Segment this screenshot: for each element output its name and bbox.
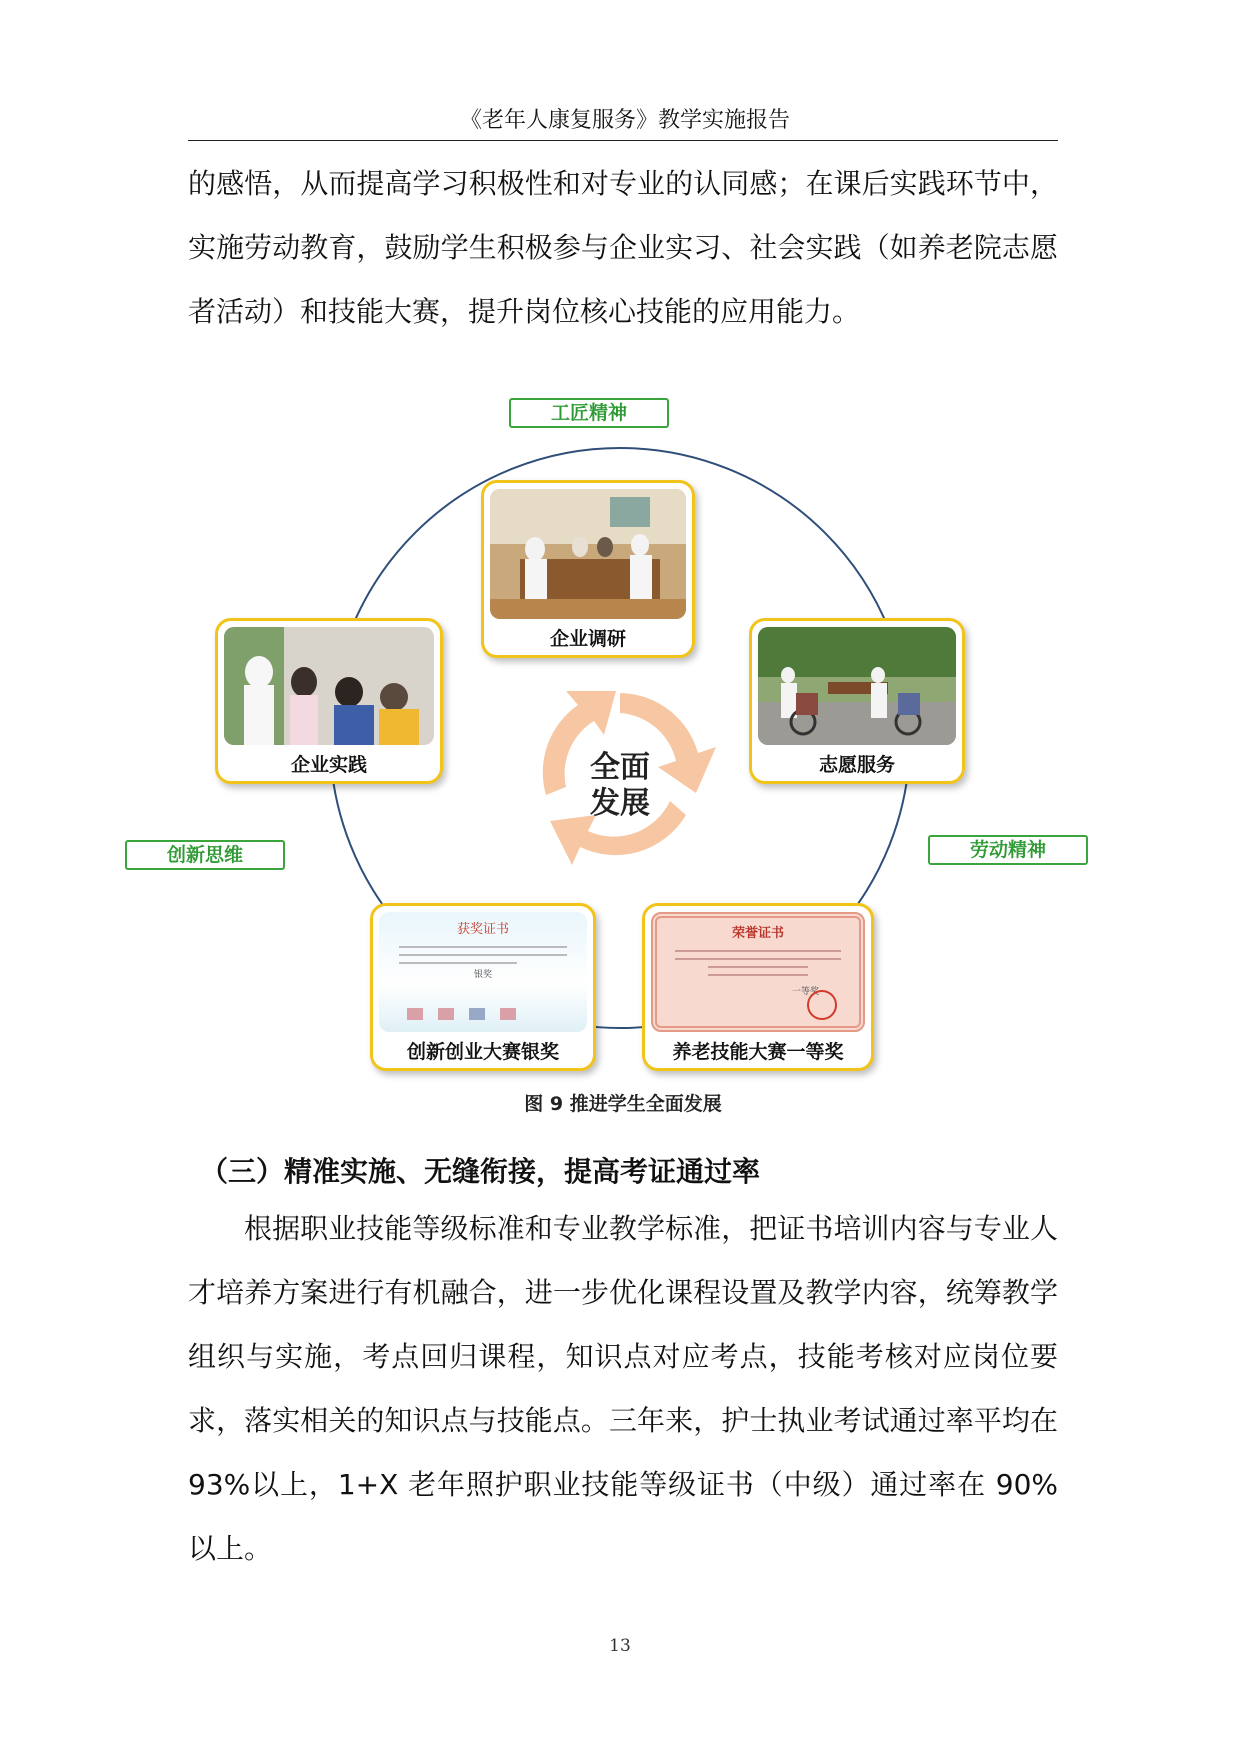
card-enterprise-practice [215,618,443,784]
certificate-silver-lines [399,940,567,970]
header-rule [188,140,1058,141]
certificate-silver-stamps [407,1005,516,1024]
card-label-enterprise-research: 企业调研 [549,628,626,650]
figure-caption: 图 9 推进学生全面发展 [524,1093,722,1115]
card-innovation-award [370,903,596,1071]
center-label-line2: 发展 [590,786,650,821]
page-number: 13 [609,1636,631,1656]
page-header: 《老年人康复服务》教学实施报告 [459,108,790,133]
certificate-silver-grade: 银奖 [473,970,492,980]
tag-labor-spirit: 劳动精神 [928,835,1088,865]
certificate-gold-seal-icon [807,990,837,1020]
photo-enterprise-practice [224,627,434,745]
card-label-volunteer-service: 志愿服务 [818,754,895,776]
certificate-gold-grade: 一等奖 [791,987,819,997]
photo-enterprise-research [490,489,686,619]
final-paragraph: 根据职业技能等级标准和专业教学标准，把证书培训内容与专业人才培养方案进行有机融合，进一步优化课程设置及教学内容，统筹教学组织与实施，考点回归课程，知识点对应考点，技能考核对应岗位要求，落实相关的知识点与技能点。三年来，护士执业考试通过率平均在 93%以上，1+X 老年照护职业技能等级证书（中级）通过率在 90%以上。 [188,1212,1058,1565]
card-label-enterprise-practice: 企业实践 [290,754,367,776]
card-skills-award [642,903,874,1071]
development-diagram [0,402,1240,1080]
card-label-innovation-award: 创新创业大赛银奖 [406,1041,559,1063]
certificate-gold-lines [675,944,841,982]
certificate-silver-title: 获奖证书 [456,922,509,937]
tag-innovative-thinking: 创新思维 [125,840,285,870]
tag-craftsman-spirit: 工匠精神 [509,398,669,428]
center-label [565,750,675,822]
card-enterprise-research [481,480,695,658]
intro-paragraph: 的感悟，从而提高学习积极性和对专业的认同感；在课后实践环节中，实施劳动教育，鼓励学生积极参与企业实习、社会实践（如养老院志愿者活动）和技能大赛，提升岗位核心技能的应用能力。 [188,167,1058,328]
certificate-gold [651,912,865,1032]
card-volunteer-service [749,618,965,784]
section-heading: （三）精准实施、无缝衔接，提高考证通过率 [200,1155,761,1188]
card-label-skills-award: 养老技能大赛一等奖 [672,1041,844,1063]
photo-volunteer-service [758,627,956,745]
center-label-line1: 全面 [590,750,650,785]
certificate-gold-title: 荣誉证书 [731,926,784,941]
certificate-silver [379,912,587,1032]
